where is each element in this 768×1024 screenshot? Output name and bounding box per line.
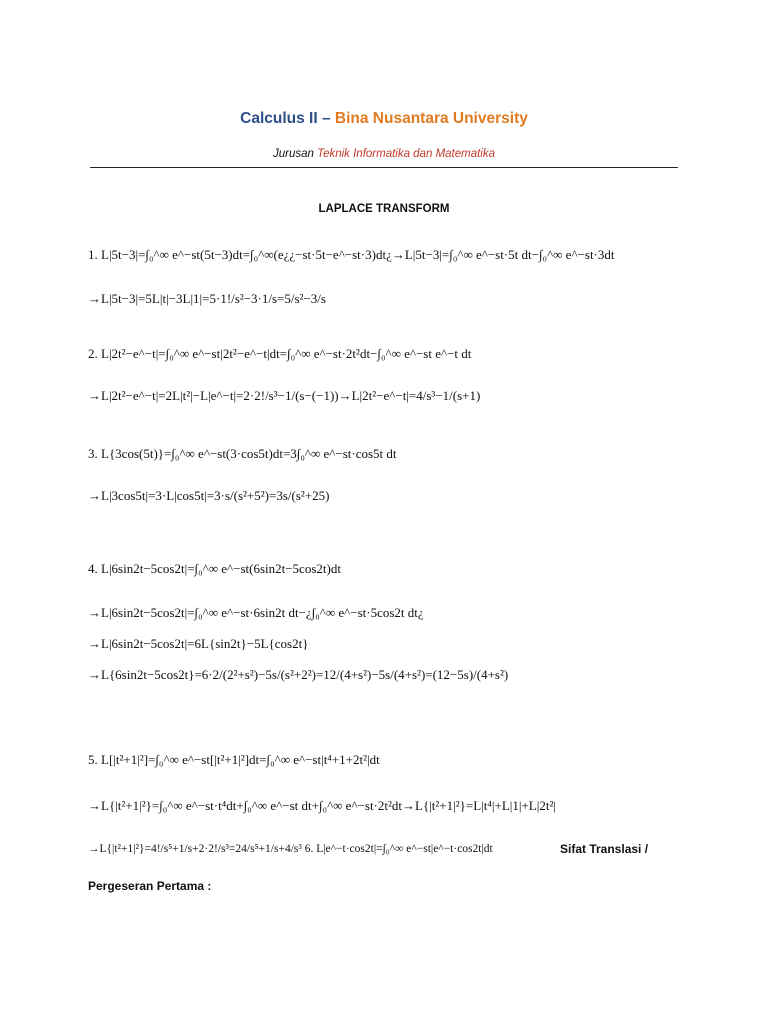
header-divider bbox=[90, 167, 678, 168]
equation-4-line-3: →L|6sin2t−5cos2t|=6L{sin2t}−5L{cos2t} bbox=[88, 636, 309, 651]
title-university: Bina Nusantara University bbox=[334, 110, 528, 127]
equation-5-line-1: 5. L[|t²+1|²]=∫₀^∞ e^−st[|t²+1|²]dt=∫₀^∞ e^−st|t⁴+1+2t²|dt bbox=[88, 752, 380, 767]
subtitle-department: Teknik Informatika dan Matematika bbox=[317, 148, 496, 160]
equation-3-line-2: →L|3cos5t|=3·L|cos5t|=3·s/(s²+5²)=3s/(s²+25) bbox=[88, 488, 330, 503]
document-title bbox=[0, 110, 768, 128]
equation-3-line-1: 3. L{3cos(5t)}=∫₀^∞ e^−st(3·cos5t)dt=3∫₀^∞ e^−st·cos5t dt bbox=[88, 446, 397, 461]
note-translation-property: Sifat Translasi / bbox=[560, 842, 649, 856]
equation-2-line-1: 2. L|2t²−e^−t|=∫₀^∞ e^−st|2t²−e^−t|dt=∫₀^∞ e^−st·2t²dt−∫₀^∞ e^−st e^−t dt bbox=[88, 346, 472, 361]
document-subtitle bbox=[0, 148, 768, 160]
note-first-shift: Pergeseran Pertama : bbox=[88, 879, 212, 893]
equation-2-line-2: →L|2t²−e^−t|=2L|t²|−L|e^−t|=2·2!/s³−1/(s−(−1))→L|2t²−e^−t|=4/s³−1/(s+1) bbox=[88, 388, 481, 403]
equation-4-line-2: →L|6sin2t−5cos2t|=∫₀^∞ e^−st·6sin2t dt−¿∫₀^∞ e^−st·5cos2t dt¿ bbox=[88, 605, 424, 620]
equation-4-line-1: 4. L|6sin2t−5cos2t|=∫₀^∞ e^−st(6sin2t−5cos2t)dt bbox=[88, 561, 341, 576]
subtitle-prefix: Jurusan bbox=[272, 148, 318, 160]
equation-1-line-2: →L|5t−3|=5L|t|−3L|1|=5·1!/s²−3·1/s=5/s²−3/s bbox=[88, 291, 326, 306]
equation-1-line-1: 1. L|5t−3|=∫₀^∞ e^−st(5t−3)dt=∫₀^∞(e¿¿−st·5t−e^−st·3)dt¿→L|5t−3|=∫₀^∞ e^−st·5t dt−∫₀^∞ e^−st·3dt bbox=[88, 247, 615, 262]
title-separator: – bbox=[317, 110, 335, 127]
equation-5-line-2: →L{|t²+1|²}=∫₀^∞ e^−st·t⁴dt+∫₀^∞ e^−st dt+∫₀^∞ e^−st·2t²dt→L{|t²+1|²}=L|t⁴|+L|1|+L|2t²| bbox=[88, 798, 556, 813]
equation-5-line-3: →L{|t²+1|²}=4!/s⁵+1/s+2·2!/s³=24/s⁵+1/s+4/s³ 6. L|e^−t·cos2t|=∫₀^∞ e^−st|e^−t·cos2t|dt bbox=[88, 843, 493, 855]
title-course: Calculus II bbox=[240, 110, 318, 127]
section-heading: LAPLACE TRANSFORM bbox=[318, 203, 450, 215]
equation-4-line-4: →L{6sin2t−5cos2t}=6·2/(2²+s²)−5s/(s²+2²)=12/(4+s²)−5s/(4+s²)=(12−5s)/(4+s²) bbox=[88, 667, 509, 682]
